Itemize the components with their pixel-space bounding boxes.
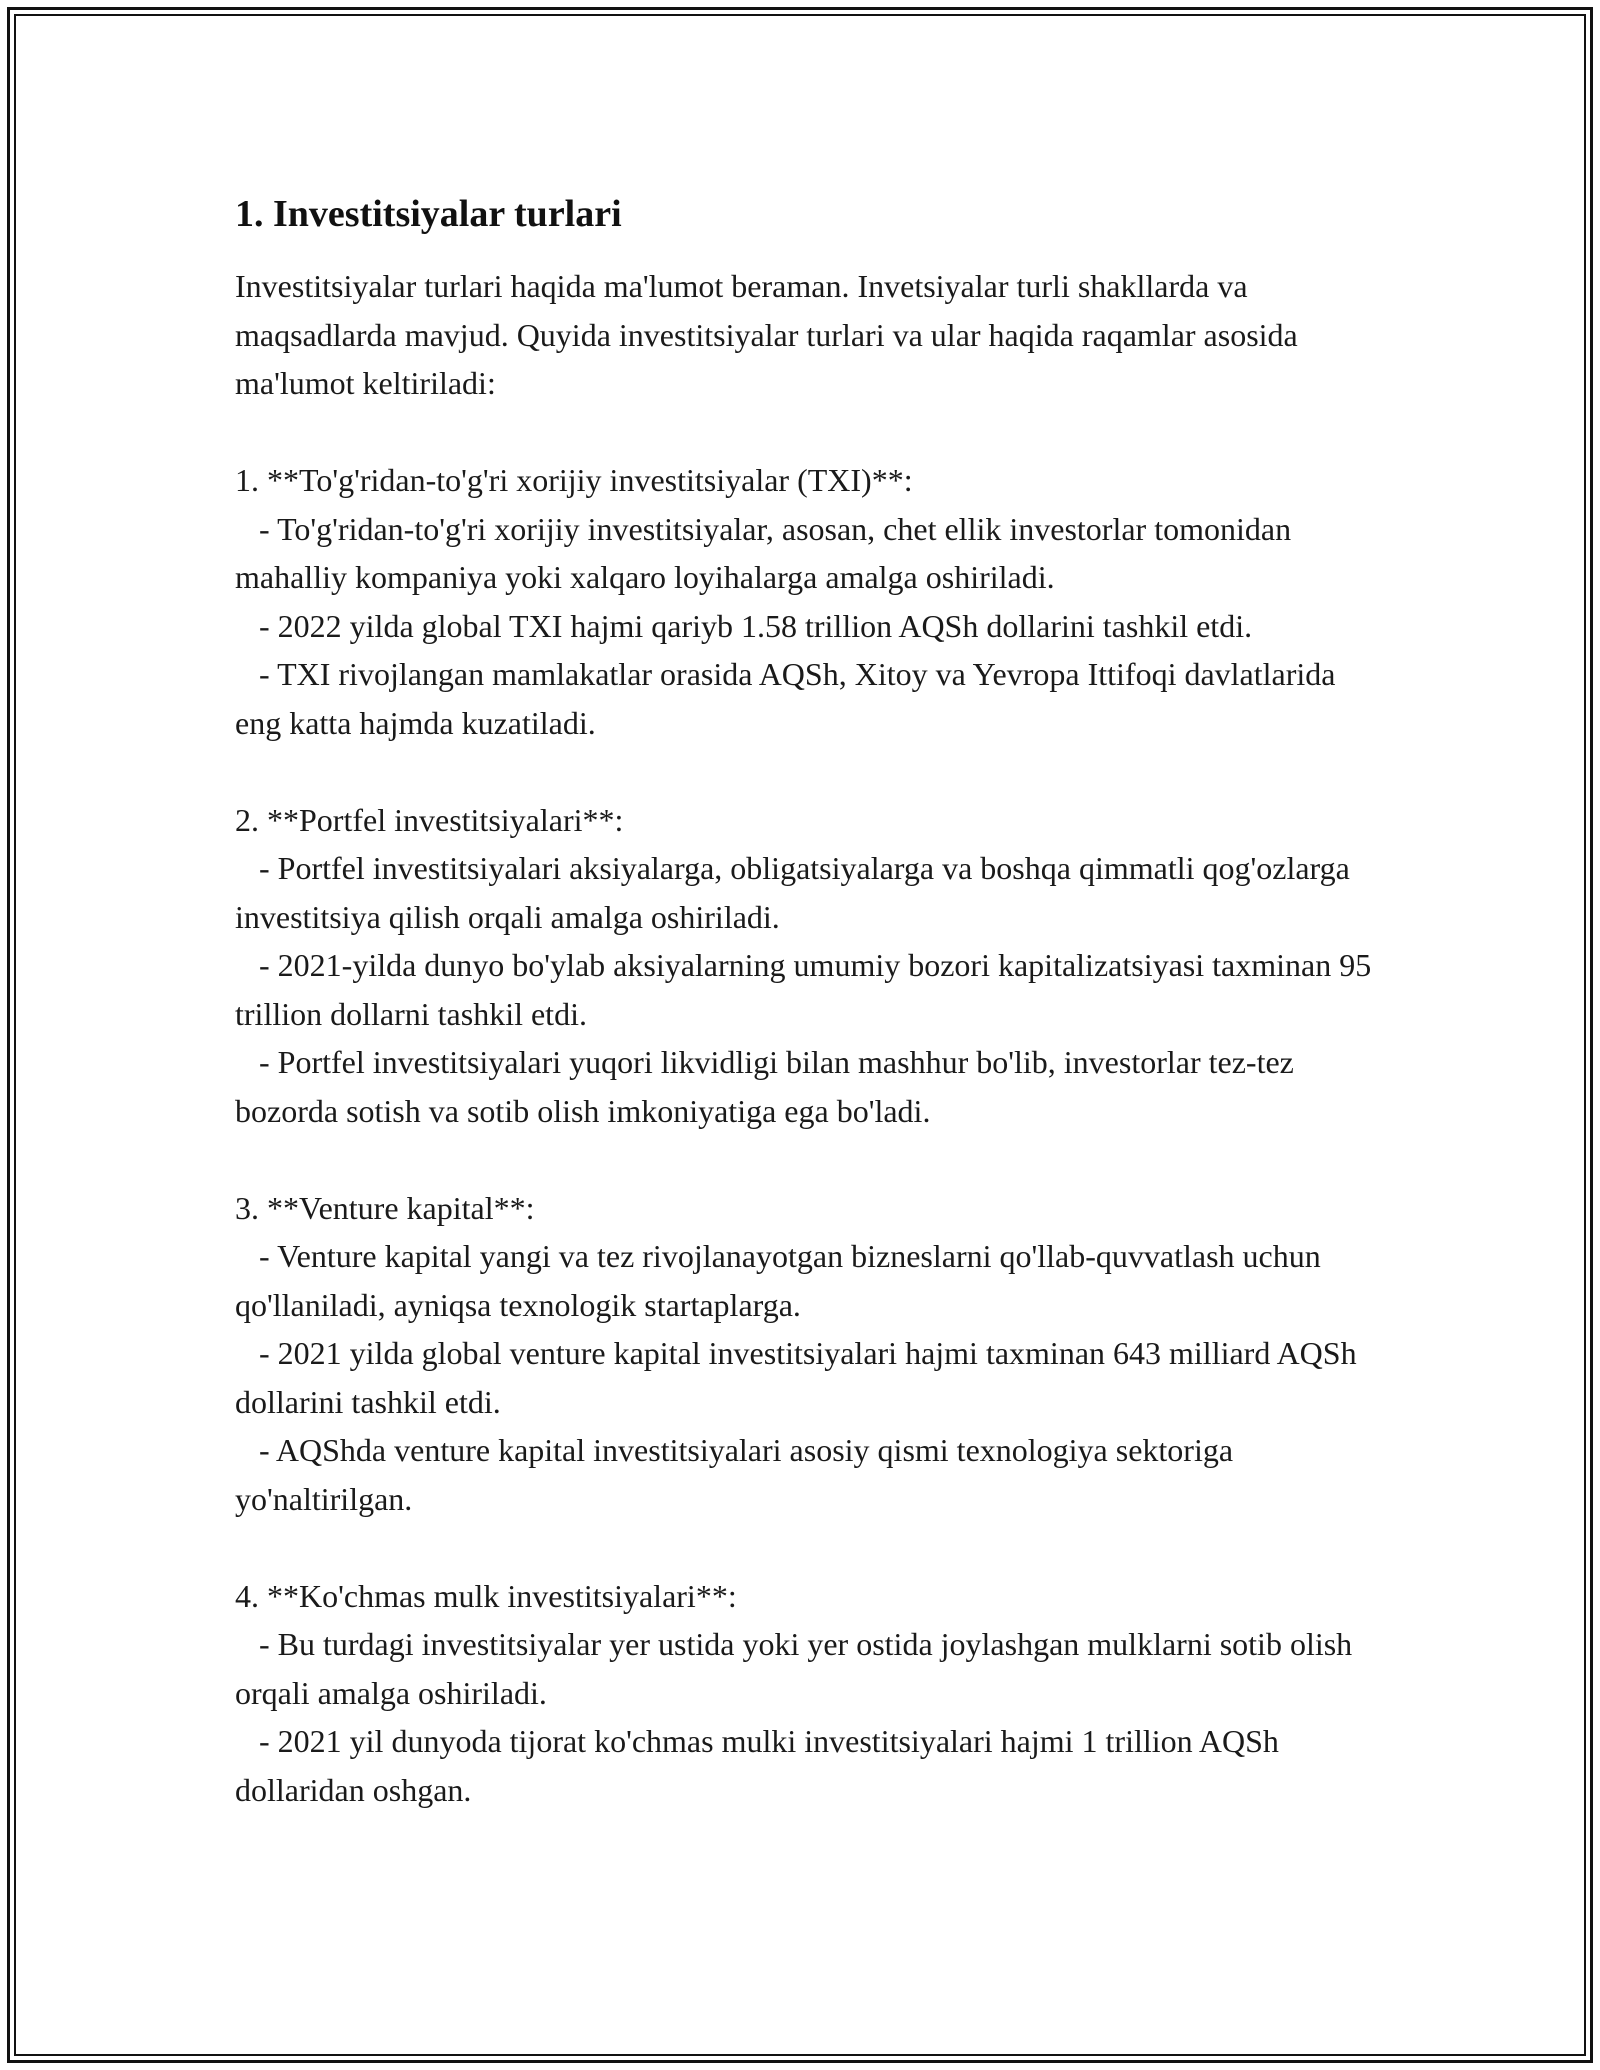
section-bullet: - Venture kapital yangi va tez rivojlanayotgan bizneslarni qo'llab-quvvatlash uchun qo'llaniladi, ayniqsa texnologik startaplarga. bbox=[235, 1238, 1329, 1323]
section-bullet: - 2022 yilda global TXI hajmi qariyb 1.58 trillion AQSh dollarini tashkil etdi. bbox=[235, 607, 1253, 644]
document-title: 1. Investitsiyalar turlari bbox=[235, 193, 622, 235]
section-bullet: - Portfel investitsiyalari yuqori likvidligi bilan mashhur bo'lib, investorlar tez-tez bozorda sotish va sotib olish imkoniyatiga ega bo'ladi. bbox=[235, 1044, 1302, 1129]
document-body bbox=[235, 190, 1380, 1814]
section-fdi bbox=[235, 456, 1375, 747]
section-heading: 1. **To'g'ridan-to'g'ri xorijiy investitsiyalar (TXI)**: bbox=[235, 462, 913, 498]
section-bullet: - AQShda venture kapital investitsiyalari asosiy qismi texnologiya sektoriga yo'naltirilgan. bbox=[235, 1432, 1242, 1517]
section-bullet: - TXI rivojlangan mamlakatlar orasida AQSh, Xitoy va Yevropa Ittifoqi davlatlarida eng katta hajmda kuzatiladi. bbox=[235, 656, 1344, 741]
spacer bbox=[235, 1135, 1375, 1184]
spacer bbox=[235, 1523, 1375, 1572]
spacer bbox=[235, 747, 1375, 796]
spacer bbox=[235, 408, 1375, 457]
section-portfolio bbox=[235, 796, 1380, 1136]
section-venture bbox=[235, 1184, 1375, 1524]
section-bullet: - 2021 yilda global venture kapital investitsiyalari hajmi taxminan 643 milliard AQSh dollarini tashkil etdi. bbox=[235, 1335, 1365, 1420]
section-bullet: - To'g'ridan-to'g'ri xorijiy investitsiyalar, asosan, chet ellik investorlar tomonidan mahalliy kompaniya yoki xalqaro loyihalarga amalga oshiriladi. bbox=[235, 510, 1300, 595]
section-heading: 4. **Ko'chmas mulk investitsiyalari**: bbox=[235, 1577, 737, 1614]
section-bullet: - 2021-yilda dunyo bo'ylab aksiyalarning umumiy bozori kapitalizatsiyasi taxminan 95 trillion dollarni tashkil etdi. bbox=[235, 947, 1380, 1032]
section-bullet: - Portfel investitsiyalari aksiyalarga, obligatsiyalarga va boshqa qimmatli qog'ozlarga investitsiya qilish orqali amalga oshiriladi. bbox=[235, 850, 1358, 935]
section-heading: 2. **Portfel investitsiyalari**: bbox=[235, 801, 624, 838]
section-bullet: - 2021 yil dunyoda tijorat ko'chmas mulki investitsiyalari hajmi 1 trillion AQSh dollaridan oshgan. bbox=[235, 1723, 1287, 1808]
section-bullet: - Bu turdagi investitsiyalar yer ustida yoki yer ostida joylashgan mulklarni sotib olish orqali amalga oshiriladi. bbox=[235, 1626, 1361, 1711]
section-heading: 3. **Venture kapital**: bbox=[235, 1189, 535, 1226]
section-real-estate bbox=[235, 1572, 1375, 1815]
intro-paragraph: Investitsiyalar turlari haqida ma'lumot beraman. Invetsiyalar turli shakllarda va maqsadlarda mavjud. Quyida investitsiyalar turlari va ular haqida raqamlar asosida ma'lumot keltiriladi: bbox=[235, 268, 1306, 401]
